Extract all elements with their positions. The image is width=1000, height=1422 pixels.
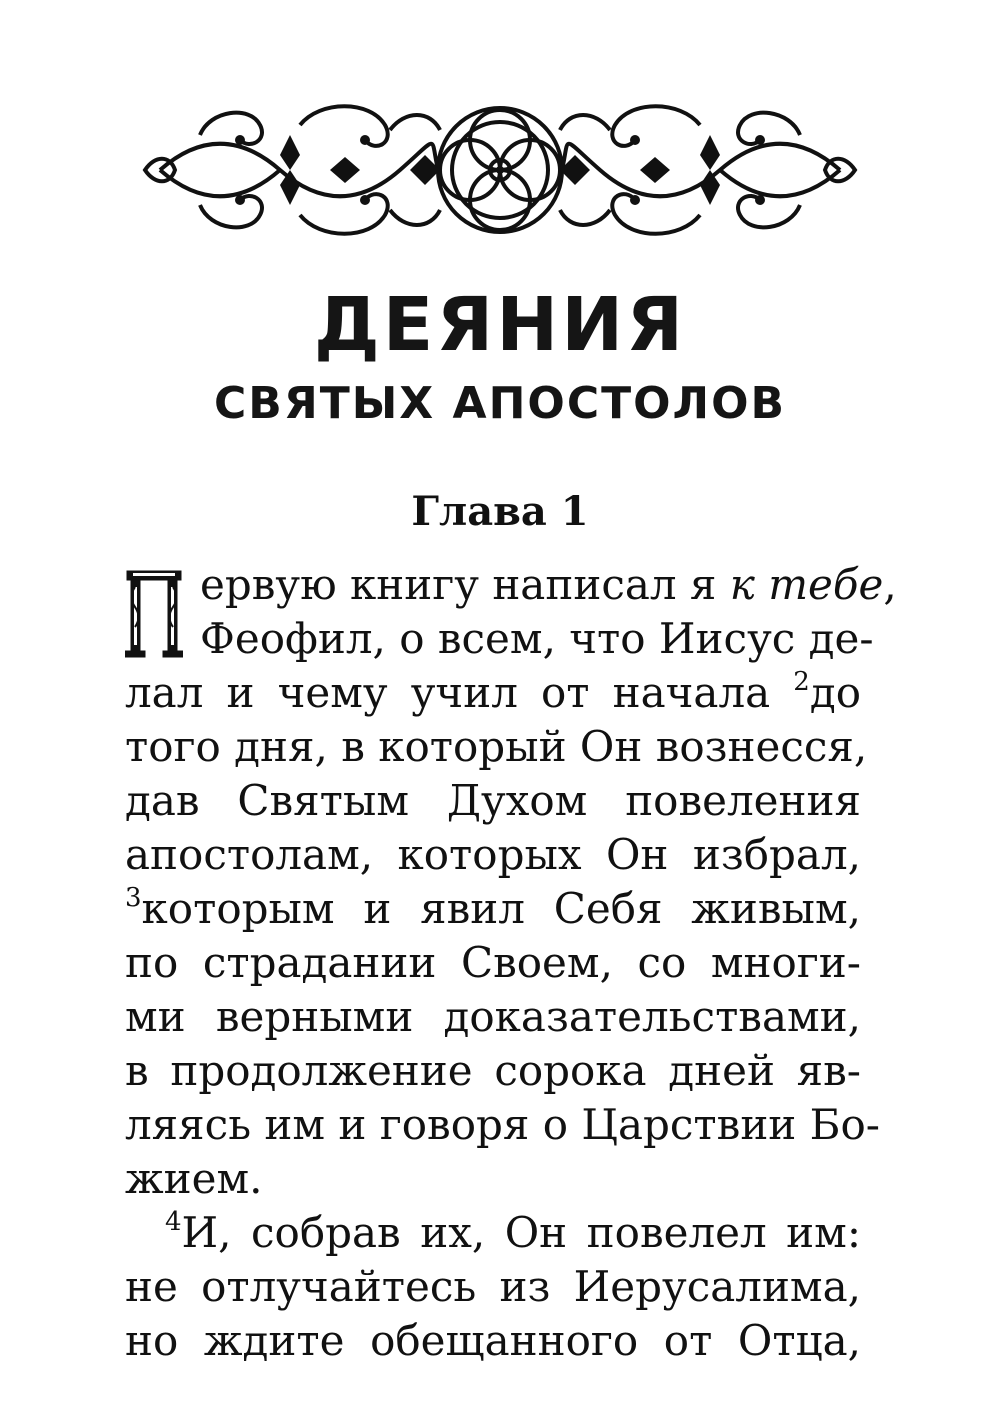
text-line-15: но ждите обещанного от Отца, [125,1316,861,1365]
verse-number-3: 3 [125,883,142,913]
chapter-heading: Глава 1 [411,488,589,535]
book-subtitle: СВЯТЫХ АПОСТОЛОВ [213,378,787,429]
text-line-12: жием. [125,1154,263,1203]
book-title: ДЕЯНИЯ [313,282,687,368]
text-line-1: ервую книгу написал я к тебе, [200,560,897,609]
verse-number-4: 4 [165,1207,182,1237]
text-line-4: того дня, в который Он вознесся, [125,722,868,771]
text-line-11: ляясь им и говоря о Царствии Бо- [125,1100,880,1149]
text-line-14: не отлучайтесь из Иерусалима, [125,1262,861,1311]
dropcap-letter [125,567,183,659]
verse-number-2: 2 [793,667,810,697]
text-line-8: по страдании Своем, со многи- [125,938,861,987]
text-line-9: ми верными доказательствами, [125,992,861,1041]
ornament-header [140,95,860,245]
text-line-6: апостолам, которых Он избрал, [125,830,861,879]
text-line-3: лал и чему учил от начала $^2$до [125,667,861,717]
text-line-2: Феофил, о всем, что Иисус де- [200,614,874,663]
text-line-13: $^4$И, собрав их, Он повелел им: [165,1207,861,1257]
text-line-7: $^3$которым и явил Себя живым, [125,883,861,933]
text-line-5: дав Святым Духом повеления [125,776,861,825]
text-line-10: в продолжение сорока дней яв- [125,1046,861,1095]
